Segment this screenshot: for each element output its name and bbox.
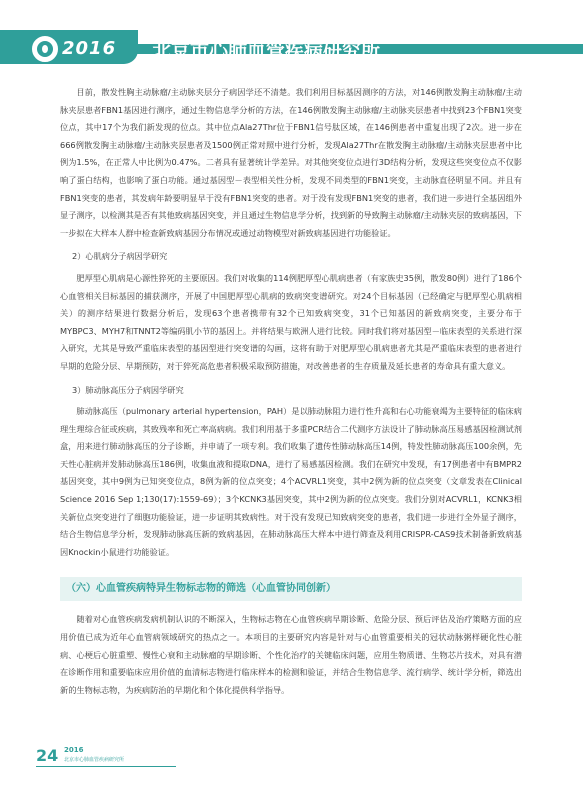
paragraph-biomarkers: 随着对心血管疾病发病机制认识的不断深入，生物标志物在心血管疾病早期诊断、危险分层、预后评估及治疗策略方面的应用价值已成为近年心血管病领域研究的热点之一。本项目的主要研究内容是针对与心血管重要相关的冠状动脉粥样硬化性心脏病、心梗后心脏重塑、慢性心衰和主动脉瘤的早期诊断、个性化治疗的关键临床问题，应用生物质谱、生物芯片技术，对具有潜在诊断作用和重要临床应用价值的血清标志物进行临床样本的检测和验证，并结合生物信息学、流行病学、统计学分析，筛选出新的生物标志物，为疾病防治的早期化和个体化提供科学指导。 <box>60 614 522 695</box>
subheading-cardiomyopathy: 2）心肌病分子病因学研究 <box>72 251 168 262</box>
section-heading-band <box>60 577 522 601</box>
paragraph-aortic: 目前，散发性胸主动脉瘤/主动脉夹层分子病因学还不清楚。我们利用目标基因测序的方法，对146例散发胸主动脉瘤/主动脉夹层患者FBN1基因进行测序，通过生物信息学分析的方法，在146例散发胸主动脉瘤/主动脉夹层患者中找到23个FBN1突变位点，其中17个为我们新发现的位点。其中位点Ala27Thr位于FBN1信号肽区域，在146例患者中重复出现了2次。进一步在666例散发胸主动脉瘤/主动脉夹层患者及1500例正常对照中进行分析，发现Ala27Thr在散发胸主动脉瘤/主动脉夹层患者中比例为1.5%，在正常人中比例为0.47%。二者具有显著统计学差异。对其他突变位点进行3D结构分析，发现这些突变位点不仅影响了蛋白结构，也影响了蛋白功能。通过基因型－表型相关性分析，发现不同类型的FBN1突变，主动脉直径明显不同。并且有FBN1突变的患者，其发病年龄要明显早于没有FBN1突变的患者。对于没有发现FBN1突变的患者，我们进一步进行全基因组外显子测序，以检测其是否有其他致病基因突变，并且通过生物信息学分析，找到新的导致胸主动脉瘤/主动脉夹层的致病基因，下一步拟在大样本人群中检查新致病基因分布情况或通过动物模型对新致病基因进行功能验证。 <box>60 87 522 238</box>
header-title: 北京市心肺血管疾病研究所 <box>152 40 381 62</box>
institute-seal-icon <box>32 36 58 62</box>
footer-year: 2016 <box>64 746 84 754</box>
paragraph-pah: 肺动脉高压（pulmonary arterial hypertension，PAH）是以肺动脉阻力进行性升高和右心功能衰竭为主要特征的临床病理生理综合征或疾病，其致残率和死亡率高病病。我们利用基于多重PCR结合二代测序方法设计了肺动脉高压易感基因检测试剂盒，用来进行肺动脉高压的分子诊断，并申请了一项专利。我们收集了遗传性肺动脉高压14例，特发性肺动脉高压100余例，先天性心脏病并发肺动脉高压186例，收集血液和提取DNA，进行了易感基因检测。我们在研究中发现，有17例患者中有BMPR2基因突变，其中9例为已知突变位点，8例为新的位点突变；4个ACVRL1突变，其中2例为新的位点突变（文章发表在Clinical Science 2016 Sep 1;130(17):1559-69）；3个KCNK3基因突变，其中2例为新的位点突变。我们分别对ACVRL1，KCNK3相关新位点突变进行了细胞功能验证，进一步证明其致病性。对于没有发现已知致病突变的患者，我们进一步进行全外显子测序，结合生物信息学分析，发现肺动脉高压新的致病基因，在肺动脉高压大样本中进行筛查及利用CRISPR-CAS9技术制备新致病基因Knockin小鼠进行功能验证。 <box>60 406 522 557</box>
header-year: 2016 <box>62 38 117 59</box>
paragraph-cardiomyopathy: 肥厚型心肌病是心源性猝死的主要原因。我们对收集的114例肥厚型心肌病患者（有家族史35例，散发80例）进行了186个心血管相关目标基因的捕获测序，开展了中国肥厚型心肌病的致病突变谱研究。对24个目标基因（已经确定与肥厚型心肌病相关）的测序结果进行数据分析后，发现63个患者携带有32个已知致病突变，31个已知基因的新致病突变，主要分布于MYBPC3、MYH7和TNNT2等编码肌小节的基因上。并将结果与欧洲人进行比较。同时我们将对基因型－临床表型的关系进行深入研究，尤其是导致严重临床表型的基因型进行突变谱的勾画，这将有助于对肥厚型心肌病患者尤其是严重临床表型的患者进行早期的危险分层、早期预防，对于猝死高危患者积极采取预防措施，对改善患者的生存质量及延长患者的寿命具有重大意义。 <box>60 272 522 371</box>
page-number: 24 <box>36 746 59 765</box>
footer-rule <box>36 766 176 767</box>
section-title: （六）心血管疾病特异生物标志物的筛选（心血管协同创新） <box>66 583 336 595</box>
page-header <box>0 0 583 62</box>
article-body <box>60 84 522 699</box>
subheading-pah: 3）肺动脉高压分子病因学研究 <box>72 384 184 395</box>
footer-institute: 北京市心肺血管疾病研究所 <box>64 757 125 763</box>
